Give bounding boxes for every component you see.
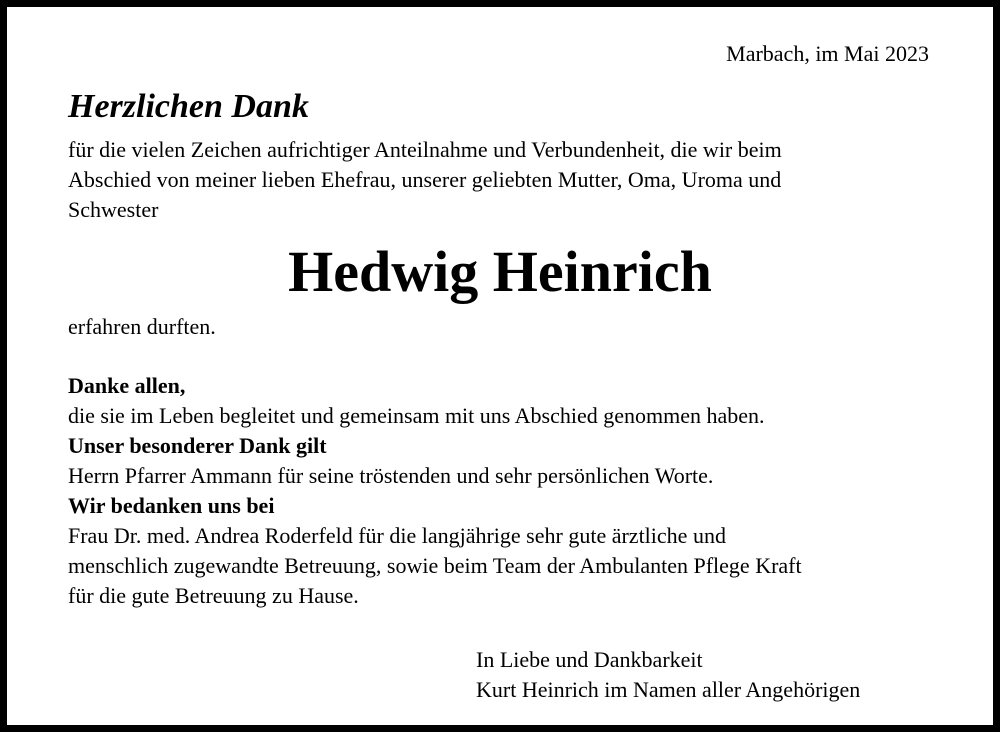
intro-line: Schwester bbox=[68, 197, 159, 222]
thanks-section bbox=[68, 371, 802, 611]
also-thanks-line: menschlich zugewandte Betreuung, sowie beim Team der Ambulanten Pflege Kraft bbox=[68, 553, 802, 578]
intro-line: für die vielen Zeichen aufrichtiger Anteilnahme und Verbundenheit, die wir beim bbox=[68, 137, 782, 162]
also-thanks-line: Frau Dr. med. Andrea Roderfeld für die langjährige sehr gute ärztliche und bbox=[68, 523, 726, 548]
also-thanks-heading: Wir bedanken uns bei bbox=[68, 493, 275, 518]
thanks-all-text: die sie im Leben begleitet und gemeinsam mit uns Abschied genommen haben. bbox=[68, 403, 765, 428]
signature-block bbox=[476, 645, 860, 705]
thanks-all-heading: Danke allen, bbox=[68, 373, 186, 398]
closing-text: In Liebe und Dankbarkeit bbox=[476, 647, 703, 672]
special-thanks-text: Herrn Pfarrer Ammann für seine tröstenden und sehr persönlichen Worte. bbox=[68, 463, 714, 488]
special-thanks-heading: Unser besonderer Dank gilt bbox=[68, 433, 327, 458]
heading: Herzlichen Dank bbox=[68, 88, 309, 125]
signatory: Kurt Heinrich im Namen aller Angehörigen bbox=[476, 677, 861, 702]
intro-paragraph bbox=[68, 135, 782, 225]
place-date: Marbach, im Mai 2023 bbox=[726, 41, 929, 66]
also-thanks-line: für die gute Betreuung zu Hause. bbox=[68, 583, 359, 608]
intro-line: Abschied von meiner lieben Ehefrau, unserer geliebten Mutter, Oma, Uroma und bbox=[68, 167, 782, 192]
after-name-text: erfahren durften. bbox=[68, 314, 216, 339]
deceased-name: Hedwig Heinrich bbox=[288, 239, 712, 304]
